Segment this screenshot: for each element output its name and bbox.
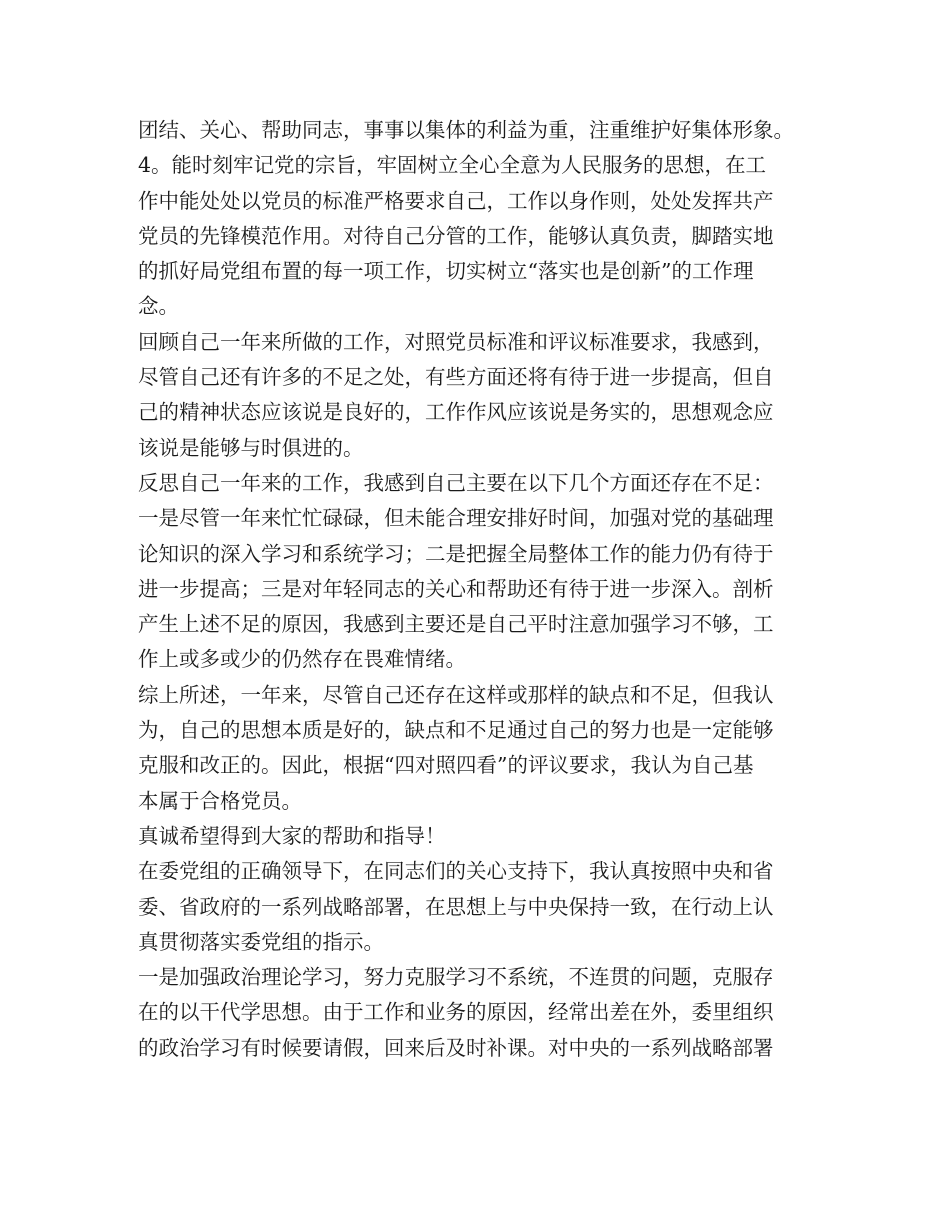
text-line: 进一步提高；三是对年轻同志的关心和帮助还有待于进一步深入。剖析	[138, 576, 774, 601]
text-line: 在的以干代学思想。由于工作和业务的原因，经常出差在外，委里组织	[138, 1000, 774, 1025]
text-line: 党员的先锋模范作用。对待自己分管的工作，能够认真负责，脚踏实地	[138, 223, 774, 248]
text-line: 综上所述，一年来，尽管自己还存在这样或那样的缺点和不足，但我认	[138, 682, 774, 707]
text-line: 真诚希望得到大家的帮助和指导！	[138, 823, 446, 848]
text-line: 一是尽管一年来忙忙碌碌，但未能合理安排好时间，加强对党的基础理	[138, 506, 774, 531]
text-line: 己的精神状态应该说是良好的，工作作风应该说是务实的，思想观念应	[138, 400, 774, 425]
text-line: 回顾自己一年来所做的工作，对照党员标准和评议标准要求，我感到，	[138, 329, 774, 354]
text-line: 的政治学习有时候要请假，回来后及时补课。对中央的一系列战略部署	[138, 1035, 774, 1060]
text-line: 念。	[138, 294, 179, 319]
text-line: 论知识的深入学习和系统学习；二是把握全局整体工作的能力仍有待于	[138, 541, 774, 566]
text-line: 该说是能够与时俱进的。	[138, 435, 364, 460]
text-line: 本属于合格党员。	[138, 788, 302, 813]
text-line: 克服和改正的。因此，根据“四对照四看”的评议要求，我认为自己基	[138, 753, 754, 778]
text-line: 作中能处处以党员的标准严格要求自己，工作以身作则，处处发挥共产	[138, 188, 774, 213]
text-line: 在委党组的正确领导下，在同志们的关心支持下，我认真按照中央和省	[138, 859, 774, 884]
text-line: 真贯彻落实委党组的指示。	[138, 929, 384, 954]
text-line: 作上或多或少的仍然存在畏难情绪。	[138, 647, 466, 672]
text-line: 尽管自己还有许多的不足之处，有些方面还将有待于进一步提高，但自	[138, 365, 774, 390]
text-line: 反思自己一年来的工作，我感到自己主要在以下几个方面还存在不足：	[138, 470, 774, 495]
text-line: 的抓好局党组布置的每一项工作，切实树立“落实也是创新”的工作理	[138, 259, 754, 284]
text-line: 产生上述不足的原因，我感到主要还是自己平时注意加强学习不够，工	[138, 612, 774, 637]
text-line: 团结、关心、帮助同志，事事以集体的利益为重，注重维护好集体形象。	[138, 118, 794, 142]
text-line: 4。能时刻牢记党的宗旨，牢固树立全心全意为人民服务的思想，在工	[138, 153, 767, 178]
text-line: 委、省政府的一系列战略部署，在思想上与中央保持一致，在行动上认	[138, 894, 774, 919]
text-line: 一是加强政治理论学习，努力克服学习不系统，不连贯的问题，克服存	[138, 965, 774, 990]
text-line: 为，自己的思想本质是好的，缺点和不足通过自己的努力也是一定能够	[138, 718, 774, 743]
document-body	[138, 113, 828, 1066]
